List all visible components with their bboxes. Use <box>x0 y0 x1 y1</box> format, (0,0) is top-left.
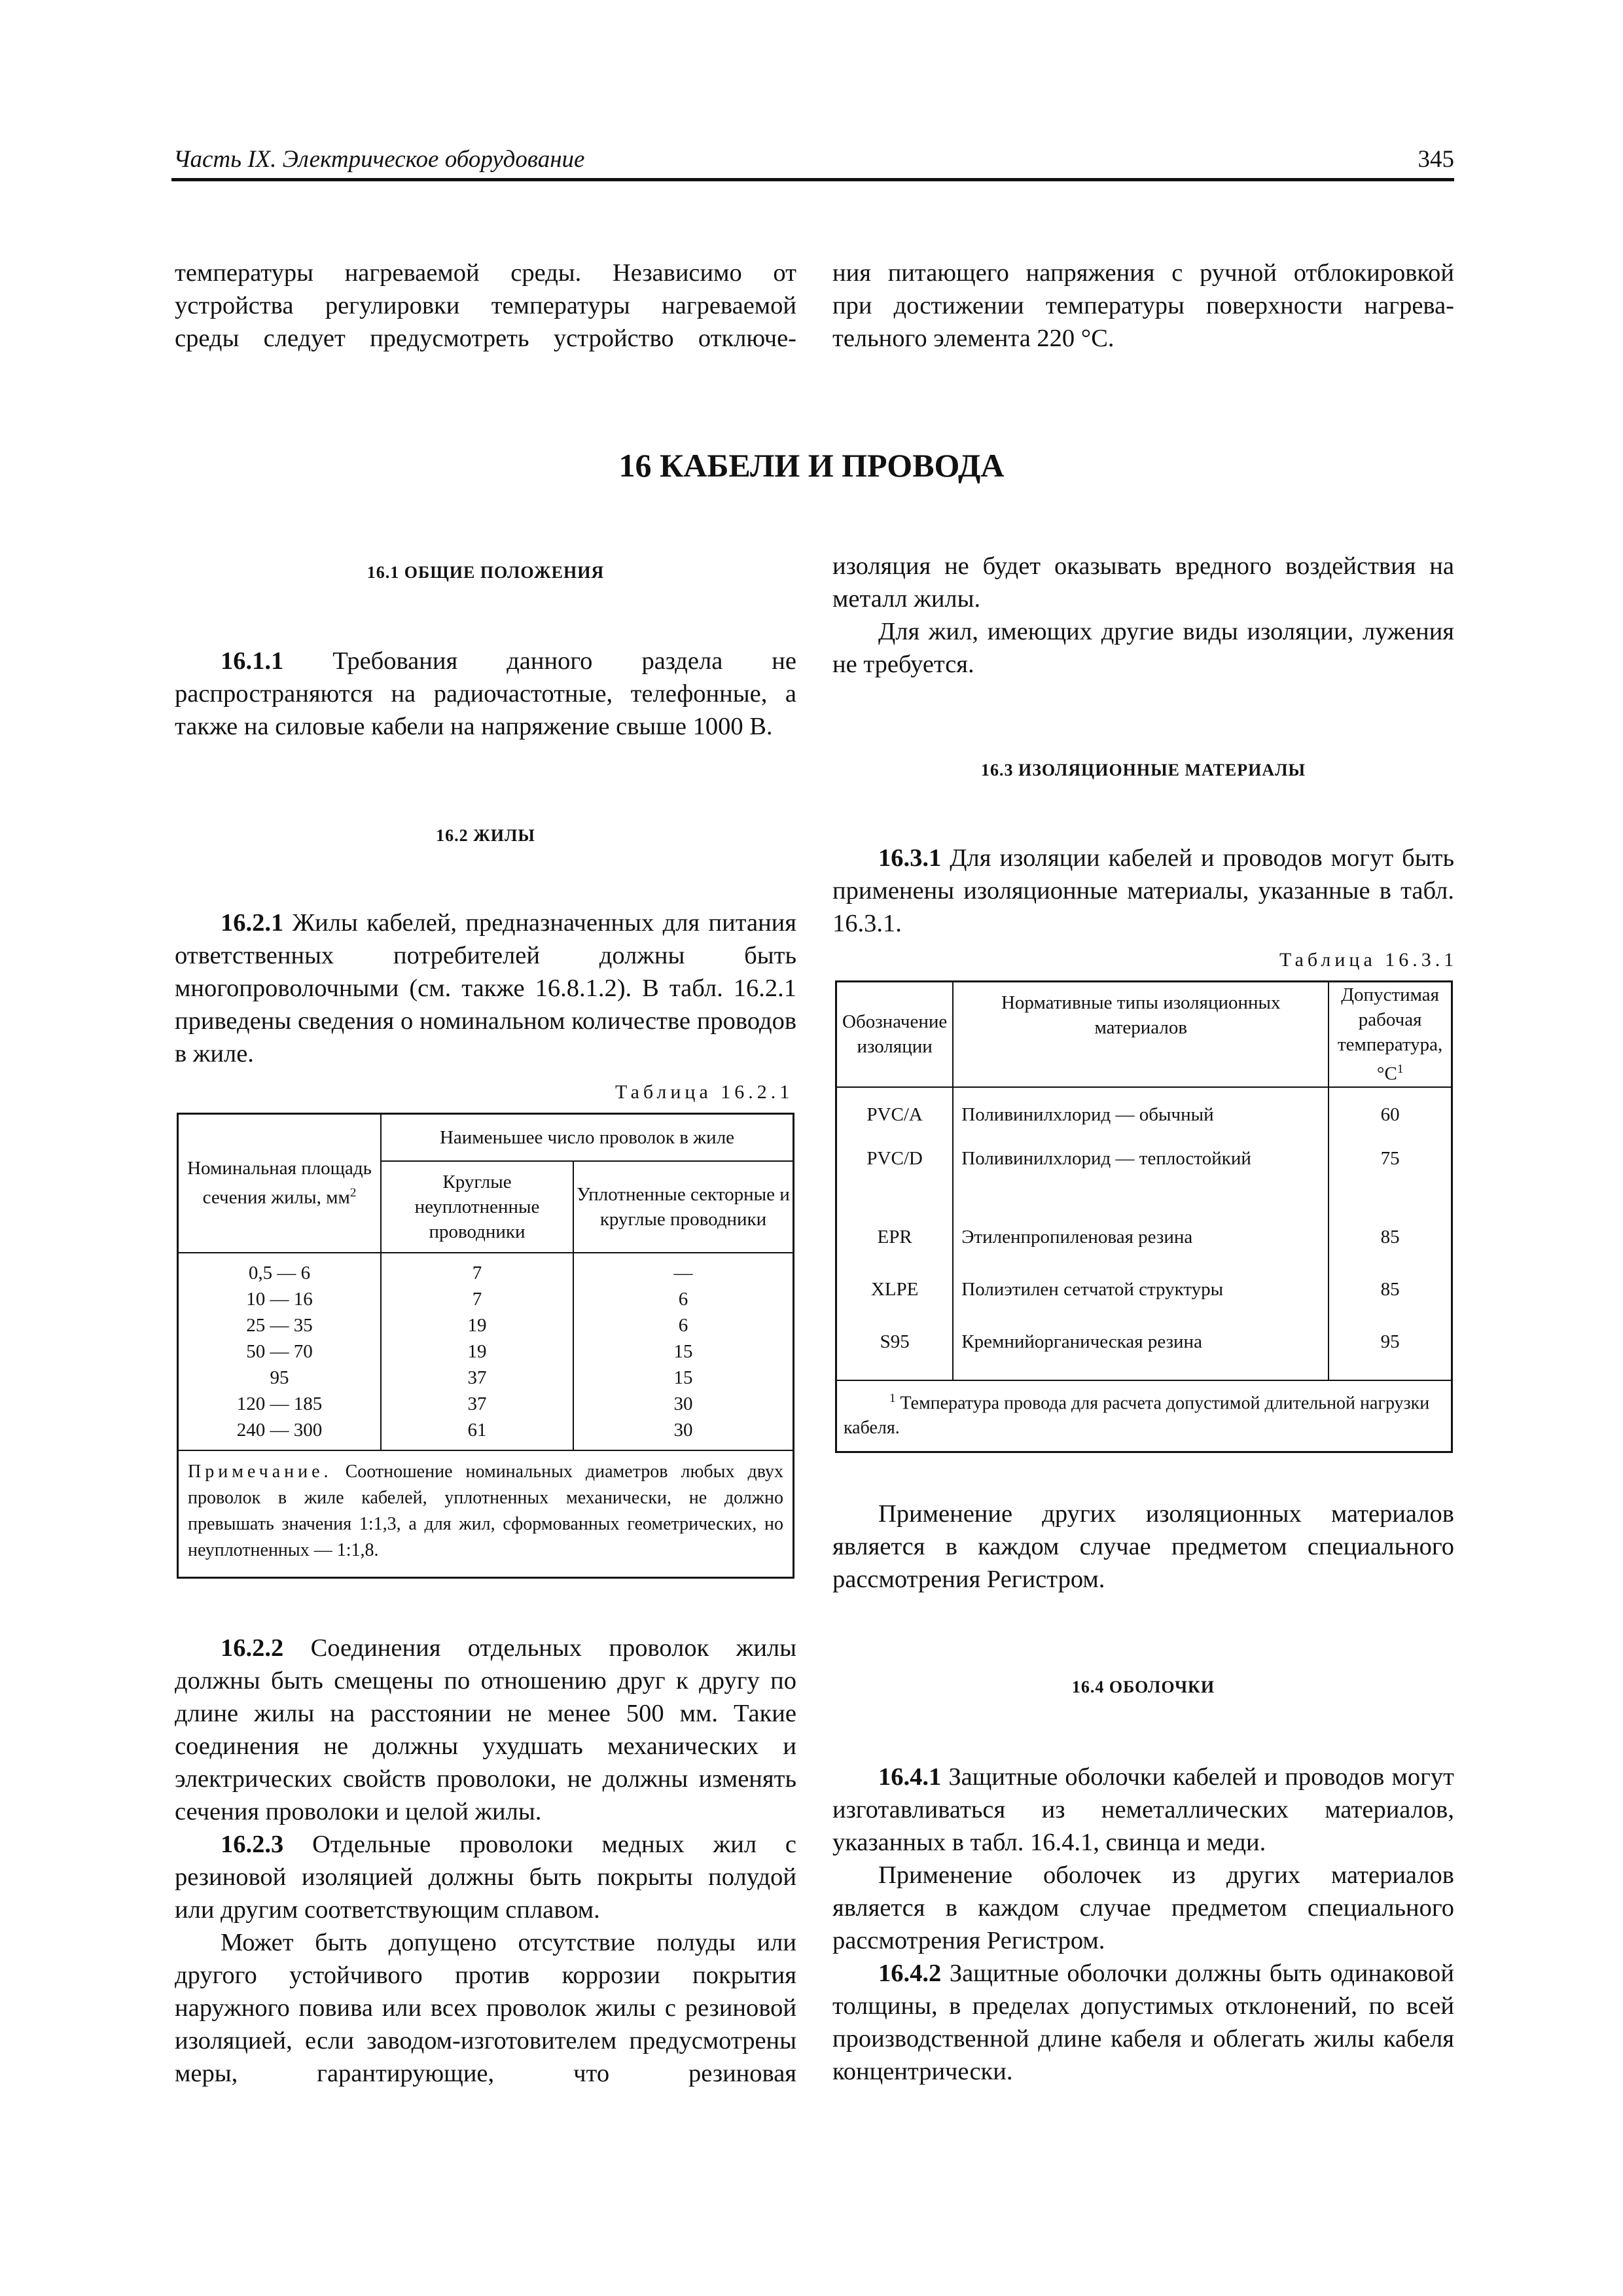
note-text: Соотношение номинальных диаметров любых двух проволок в жиле кабелей, уплотненных механически, не должно превышать значения 1:1,3, а для жил, сформованных геометрических, но неуплотненных — 1:1,8. <box>188 1461 784 1560</box>
paragraph-16-2-1 <box>175 906 796 1070</box>
paragraph-text: Для жил, имеющих другие виды изоляции, лужения не требуется. <box>832 618 1454 678</box>
running-header-title: Часть IX. Электрическое оборудование <box>173 146 585 173</box>
table-cell: 7 <box>472 1262 482 1283</box>
table-cell: Полиэтилен сетчатой структуры <box>953 1270 1329 1323</box>
header-superscript: 1 <box>1397 1062 1404 1076</box>
clause-number: 16.2.1 <box>221 909 284 937</box>
clause-number: 16.2.2 <box>221 1634 284 1662</box>
table-cell: XLPE <box>836 1270 954 1323</box>
text-line: при достижении температуры поверхности нагрева- <box>832 292 1454 319</box>
table-header-cell: Нормативные типы изоляционных материалов <box>953 982 1329 1087</box>
table-cell: 25 — 35 <box>246 1314 313 1336</box>
clause-number: 16.3.1 <box>878 844 942 872</box>
header-text: Допустимая рабочая температура, °C <box>1337 984 1443 1085</box>
clause-number: 16.4.1 <box>878 1763 942 1791</box>
paragraphs-16-2-2-onward <box>175 1632 796 2090</box>
table-cell: — <box>673 1262 693 1283</box>
table-cell: 75 <box>1380 1147 1400 1169</box>
clause-text: Жилы кабелей, предназначенных для питания ответственных потребителей должны быть многопроволочными (см. также 16.8.1.2). В табл. 16.2.1 приведены сведения о номинальном количестве проводов в жиле. <box>175 909 796 1067</box>
table-cell: 60 <box>1380 1103 1400 1125</box>
clause-text: Требования данного раздела не распространяются на радиочастотные, телефонные, а также на силовые кабели на напряжение свыше 1000 В. <box>175 647 797 740</box>
clause-text: Защитные оболочки кабелей и проводов могут изготавливаться из неметаллических материалов, указанных в табл. 16.4.1, свинца и меди. <box>832 1763 1454 1856</box>
section-heading-16-3: 16.3 ИЗОЛЯЦИОННЫЕ МАТЕРИАЛЫ <box>980 761 1306 780</box>
paragraph-text: изоляция не будет оказывать вредного воздействия на металл жилы. <box>832 552 1454 613</box>
text-line: ния питающего напряжения с ручной отблокировкой <box>832 259 1454 287</box>
table-cell: 37 <box>467 1367 487 1388</box>
text-line: устройства регулировки температуры нагреваемой <box>175 292 796 319</box>
section-heading-16-2: 16.2 ЖИЛЫ <box>436 826 535 845</box>
table-cell: 19 <box>467 1314 487 1336</box>
note-label: Примечание. <box>188 1461 332 1482</box>
table-cell: 7 <box>472 1288 482 1310</box>
table-cell: 85 <box>1380 1278 1400 1300</box>
table-cell: 37 <box>467 1393 487 1414</box>
clause-text: Для изоляции кабелей и проводов могут быть применены изоляционные материалы, указанные в табл. 16.3.1. <box>832 844 1455 937</box>
table-header-cell: Уплотненные секторные и круглые проводники <box>573 1161 794 1253</box>
table-cell: PVC/A <box>836 1087 954 1139</box>
paragraph-16-3-1 <box>832 842 1454 940</box>
table-caption-16-2-1: Таблица 16.2.1 <box>615 1081 794 1103</box>
page-number: 345 <box>1418 146 1454 173</box>
table-header-cell <box>178 1114 382 1253</box>
table-column-round <box>381 1253 573 1450</box>
chapter-title: 16 КАБЕЛИ И ПРОВОДА <box>618 447 1005 484</box>
table-header-cell <box>1329 982 1452 1087</box>
section-heading-16-4: 16.4 ОБОЛОЧКИ <box>1071 1677 1215 1696</box>
table-cell: 120 — 185 <box>236 1393 323 1414</box>
text-line: тельного элемента 220 °С. <box>832 325 1115 352</box>
clause-number: 16.1.1 <box>221 647 284 675</box>
table-cell: 50 — 70 <box>246 1340 313 1362</box>
table-cell: Этиленпропиленовая резина <box>953 1218 1329 1270</box>
table-cell: 61 <box>467 1419 487 1441</box>
table-16-2-1 <box>177 1113 794 1579</box>
header-superscript: 2 <box>349 1186 357 1200</box>
table-cell: EPR <box>836 1218 954 1270</box>
right-column-continuation <box>832 550 1454 681</box>
table-note <box>178 1450 794 1578</box>
header-rule <box>171 178 1454 181</box>
text-line: среды следует предусмотреть устройство отключе- <box>175 325 796 352</box>
paragraph-16-3-other <box>832 1498 1454 1596</box>
table-cell: 10 — 16 <box>246 1288 313 1310</box>
table-cell: 95 <box>1329 1323 1452 1380</box>
clause-number: 16.2.3 <box>221 1831 284 1858</box>
table-cell: 6 <box>678 1288 688 1310</box>
header-text: Номинальная площадь сечения жилы, мм <box>187 1158 372 1209</box>
clause-text: Соединения отдельных проволок жилы должны быть смещены по отношению друг к другу по длине жилы на расстоянии не менее 500 мм. Такие соединения не должны ухудшать механических и электрических свойств проволоки, не должны изменять сечения проволоки и целой жилы. <box>175 1634 797 1825</box>
table-header-cell: Круглые неуплотненные проводники <box>381 1161 573 1253</box>
clause-number: 16.4.2 <box>878 1960 942 1987</box>
table-cell: 30 <box>673 1393 693 1414</box>
clause-text: Защитные оболочки должны быть одинаковой толщины, в пределах допустимых отклонений, по всей производственной длине кабеля и облегать жилы кабеля концентрически. <box>832 1960 1454 2085</box>
paragraphs-16-4 <box>832 1761 1454 2088</box>
table-cell: Поливинилхлорид — теплостойкий <box>953 1139 1329 1218</box>
table-header-cell: Обозначение изоляции <box>836 982 954 1087</box>
table-cell: Поливинилхлорид — обычный <box>953 1087 1329 1139</box>
table-cell: 30 <box>673 1419 693 1441</box>
table-cell: 15 <box>673 1367 693 1388</box>
table-cell: S95 <box>836 1323 954 1380</box>
table-footnote <box>836 1380 1452 1452</box>
paragraph-text: Может быть допущено отсутствие полуды или другого устойчивого против коррозии покрытия наружного повива или всех проволок жилы с резиновой изоляцией, если заводом-изготовителем предусмотрены меры, гарантирующие, что резиновая <box>175 1929 796 2087</box>
text-line: температуры нагреваемой среды. Независимо от <box>175 259 796 287</box>
table-cell: 95 <box>270 1367 289 1388</box>
table-cell: Кремнийорганическая резина <box>953 1323 1329 1380</box>
section-heading-16-1: 16.1 ОБЩИЕ ПОЛОЖЕНИЯ <box>366 563 605 582</box>
paragraph-text: Применение оболочек из других материалов является в каждом случае предметом специального рассмотрения Регистром. <box>832 1861 1454 1954</box>
table-cell: 19 <box>467 1340 487 1362</box>
table-cell: 240 — 300 <box>236 1419 323 1441</box>
table-cell: 85 <box>1380 1226 1400 1247</box>
paragraph-16-1-1 <box>175 645 796 743</box>
table-group-header: Наименьшее число проволок в жиле <box>381 1114 794 1161</box>
top-right-text <box>832 257 1454 355</box>
table-caption-16-3-1: Таблица 16.3.1 <box>1279 949 1458 971</box>
top-left-text <box>175 257 796 355</box>
table-column-compact <box>573 1253 794 1450</box>
clause-text: Отдельные проволоки медных жил с резиновой изоляцией должны быть покрыты полудой или другим соответствующим сплавом. <box>175 1831 797 1924</box>
table-cell: PVC/D <box>836 1139 954 1218</box>
table-cell: 0,5 — 6 <box>248 1262 311 1283</box>
paragraph-text: Применение других изоляционных материалов является в каждом случае предметом специального рассмотрения Регистром. <box>832 1500 1454 1593</box>
footnote-text: Температура провода для расчета допустимой длительной нагрузки кабеля. <box>844 1392 1430 1438</box>
table-cell: 15 <box>673 1340 693 1362</box>
table-column-sizes <box>178 1253 382 1450</box>
footnote-marker: 1 <box>889 1391 896 1405</box>
table-16-3-1 <box>835 980 1453 1453</box>
table-cell: 6 <box>678 1314 688 1336</box>
